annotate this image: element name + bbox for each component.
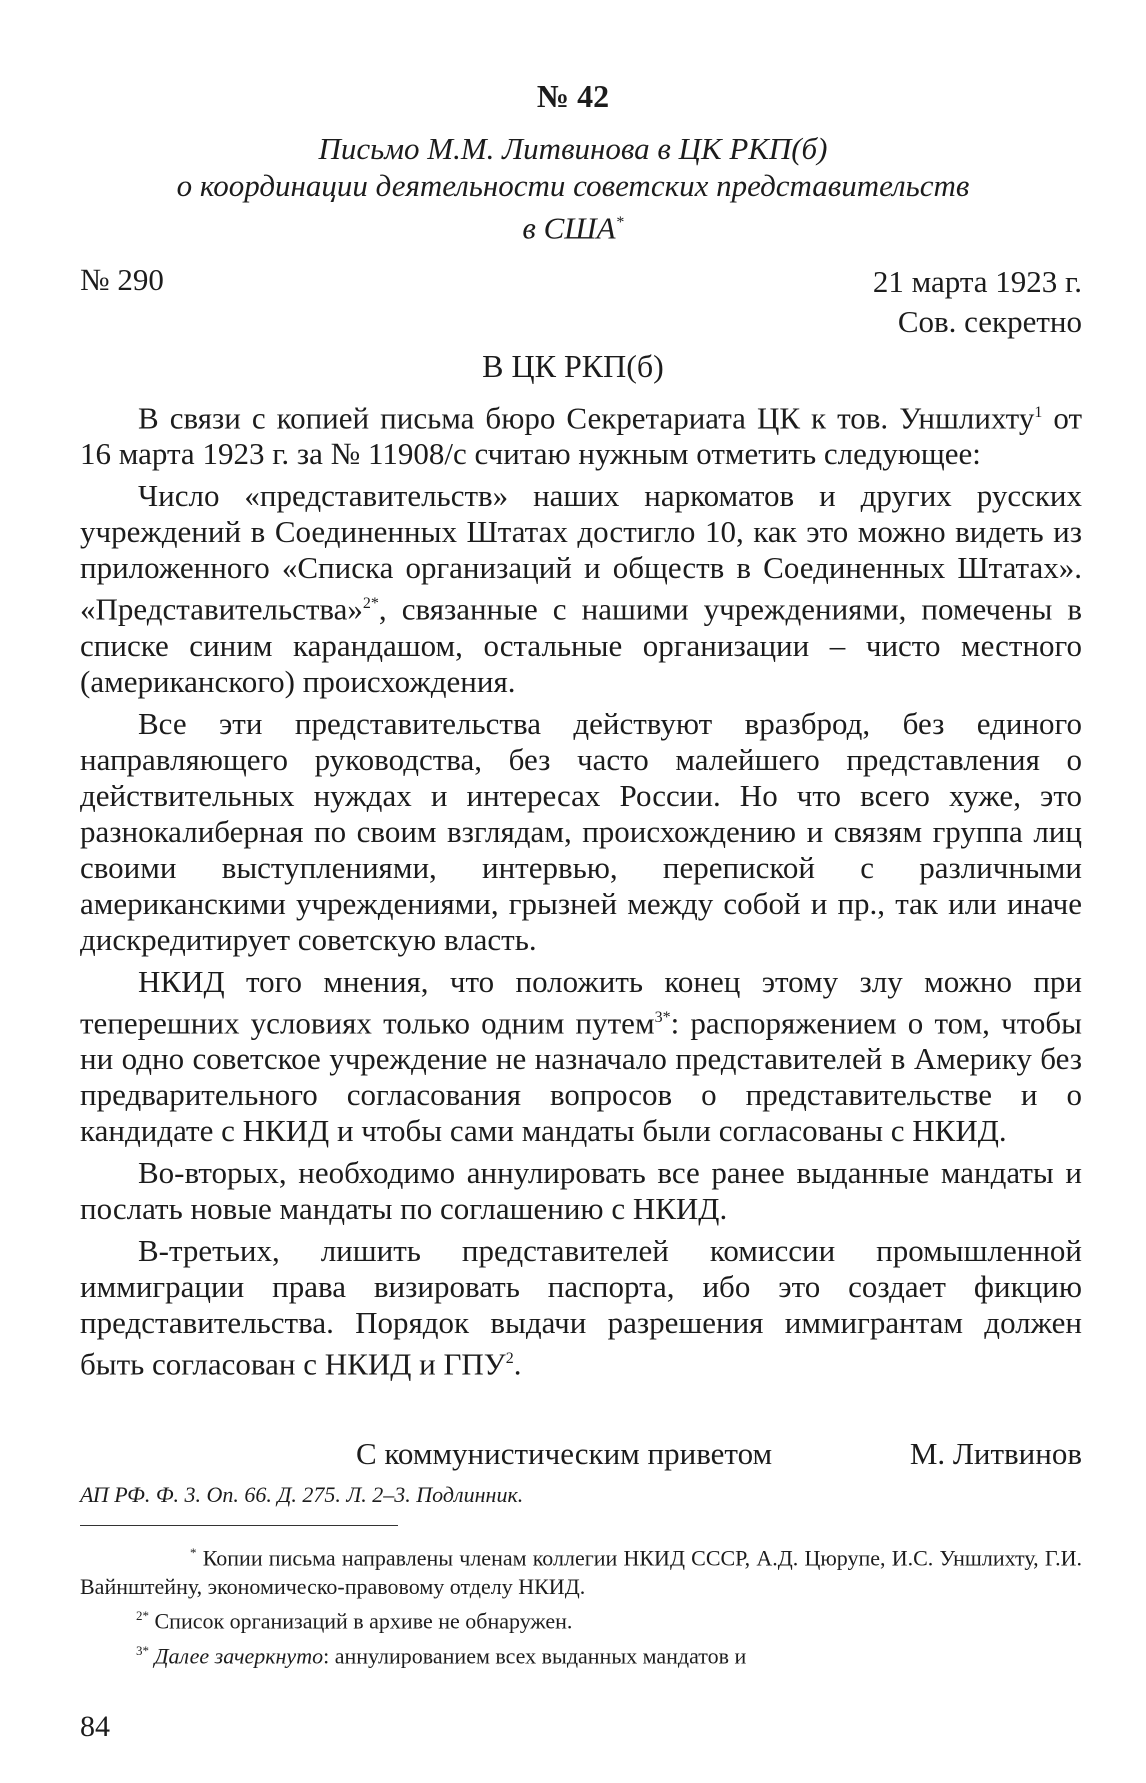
paragraph-2-text-b: , связанные с нашими учреждениями, помечены в списке синим карандашом, остальные организации – чисто местного (американского) происхождения. — [80, 591, 1082, 699]
title-line-1: Письмо М.М. Литвинова в ЦК РКП(б) — [318, 131, 828, 166]
archive-source: АП РФ. Ф. 3. Оп. 66. Д. 275. Л. 2–3. Подлинник. — [80, 1482, 524, 1507]
paragraph-6-text-b: . — [513, 1346, 522, 1382]
title-line-3 — [120, 204, 1026, 246]
paragraph-1 — [80, 395, 1082, 472]
paragraph-1-text-a: В связи с копией письма бюро Секретариата ЦК к тов. Уншлихту — [138, 400, 1035, 436]
letter-body — [80, 395, 1082, 1388]
paragraph-6 — [80, 1233, 1082, 1382]
footnote-3-label: Далее зачеркнуто — [154, 1642, 324, 1668]
paragraph-4-text-a: НКИД того мнения, что положить конец этому злу можно при теперешних условиях только одним путем — [80, 963, 1082, 1040]
footnote-2-text: Список организаций в архиве не обнаружен. — [149, 1608, 573, 1634]
paragraph-1-text-b: от 16 марта 1923 г. за № 11908/с считаю нужным отметить следующее: — [80, 400, 1082, 472]
addressee: В ЦК РКП(б) — [482, 348, 664, 384]
footnote-ref-2: 2* — [362, 595, 379, 613]
footnote-2-mark: 2* — [136, 1608, 149, 1624]
document-number: № 42 — [536, 78, 610, 114]
footnote-ref-3: 3* — [654, 1008, 671, 1026]
title-line-3-text: в США — [522, 210, 616, 246]
footnote-1-text: Копии письма направлены членам коллегии НКИД СССР, А.Д. Цюрупе, И.С. Уншлихту, Г.И. Вайнштейну, экономическо-правовому отделу НКИД. — [80, 1545, 1082, 1600]
footnote-1-mark: * — [190, 1545, 197, 1560]
signature: М. Литвинов — [909, 1436, 1082, 1471]
footnote-divider — [80, 1525, 398, 1526]
footnote-3 — [80, 1636, 1082, 1670]
footnote-2 — [80, 1601, 1082, 1635]
outgoing-number: № 290 — [80, 262, 164, 297]
document-date: 21 марта 1923 г. — [872, 264, 1082, 299]
paragraph-5: Во-вторых, необходимо аннулировать все ранее выданные мандаты и послать новые мандаты по соглашению с НКИД. — [80, 1154, 1082, 1226]
paragraph-4 — [80, 964, 1082, 1149]
title-line-2: о координации деятельности советских представительств — [176, 168, 970, 203]
footnote-ref-1: 1 — [1034, 404, 1043, 421]
footnote-1 — [80, 1538, 1082, 1601]
paragraph-4-text-b: : распоряжением о том, чтобы ни одно советское учреждение не назначало представителей в Америку без предварительного согласования вопросов о представительстве и о кандидате с НКИД и чтобы сами мандаты были согласованы с НКИД. — [80, 1004, 1082, 1148]
footnotes — [80, 1538, 1082, 1670]
title-footnote-mark: * — [615, 214, 624, 231]
classification-stamp: Сов. секретно — [897, 304, 1082, 339]
paragraph-3: Все эти представительства действуют вразброд, без единого направляющего руководства, без часто малейшего представления о действительных нуждах и интересах России. Но что всего хуже, это разнокалиберная по своим взглядам, происхождению и связям группа лиц своими выступлениями, интервью, перепиской с различными американскими учреждениями, грызней между собой и пр., так или иначе дискредитирует советскую власть. — [80, 705, 1082, 957]
paragraph-2 — [80, 478, 1082, 699]
date-block — [873, 262, 1082, 342]
paragraph-2-text-a: Число «представительств» наших наркоматов и других русских учреждений в Соединенных Штатах достигло 10, как это можно видеть из приложенного «Списка организаций и обществ в Соединенных Штатах». «Представительства» — [80, 478, 1082, 627]
document-title — [120, 130, 1026, 246]
closing-greeting: С коммунистическим приветом — [356, 1436, 773, 1471]
footnote-ref-4: 2 — [505, 1349, 514, 1367]
footnote-3-mark: 3* — [136, 1642, 149, 1658]
footnote-3-text: : аннулированием всех выданных мандатов и — [323, 1642, 747, 1668]
paragraph-6-text-a: В-третьих, лишить представителей комиссии промышленной иммиграции права визировать паспорта, ибо это создает фикцию представительства. Порядок выдачи разрешения иммигрантам должен быть согласован с НКИД и ГПУ — [80, 1232, 1082, 1382]
page-number: 84 — [80, 1710, 110, 1743]
